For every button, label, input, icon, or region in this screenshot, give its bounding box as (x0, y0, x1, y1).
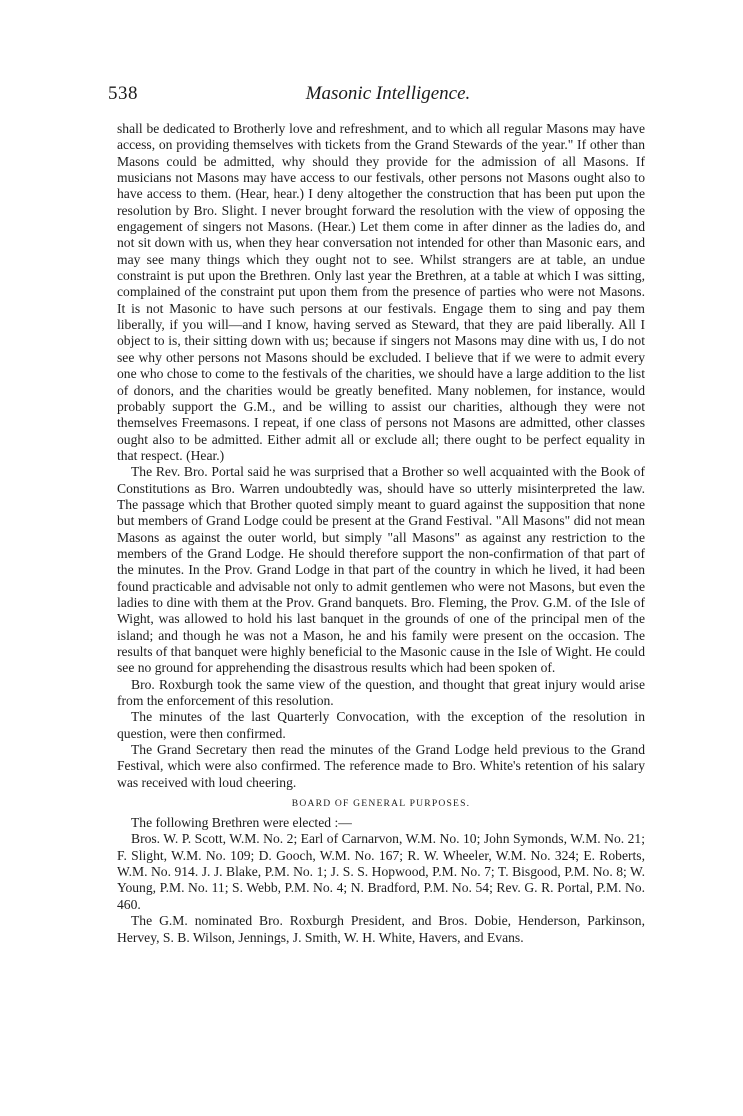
paragraph: Bro. Roxburgh took the same view of the question, and thought that great injury would arise from the enforcement of this resolution. (117, 676, 645, 709)
paragraph: The G.M. nominated Bro. Roxburgh President, and Bros. Dobie, Henderson, Parkinson, Hervey, S. B. Wilson, Jennings, J. Smith, W. H. White, Havers, and Evans. (117, 913, 645, 945)
paragraph: The following Brethren were elected :— (131, 815, 352, 831)
paragraph: The Rev. Bro. Portal said he was surprised that a Brother so well acquainted with the Book of Constitutions as Bro. Warren undoubtedly was, should have so utterly misinterpreted the law. The passage which that Brother quoted simply meant to guard against the supposition that none but members of Grand Lodge could be present at the Grand Festival. "All Masons" did not mean Masons as against the outer world, but simply "all Masons" as against any restriction to the members of the Grand Lodge. He should therefore support the non-confirmation of that part of the minutes. In the Prov. Grand Lodge in that part of the country in which he lived, it had been found practicable and advisable not only to admit gentlemen who were not Masons, but even the ladies to dine with them at the Prov. Grand banquets. Bro. Fleming, the Prov. G.M. of the Isle of Wight, was allowed to hold his last banquet in the grounds of one of the principal men of the island; and though he was not a Mason, he and his family were present on the occasion. The results of that banquet were highly beneficial to the Masonic cause in the Isle of Wight. He could see no ground for apprehending the disastrous results which had been spoken of. (117, 464, 645, 676)
paragraph: Bros. W. P. Scott, W.M. No. 2; Earl of Carnarvon, W.M. No. 10; John Symonds, W.M. No. 21; F. Slight, W.M. No. 109; D. Gooch, W.M. No. 167; R. W. Wheeler, W.M. No. 324; E. Roberts, W.M. No. 914. J. J. Blake, P.M. No. 1; J. S. S. Hopwood, P.M. No. 7; T. Bisgood, P.M. No. 8; W. Young, P.M. No. 11; S. Webb, P.M. No. 4; N. Bradford, P.M. No. 54; Rev. G. R. Portal, P.M. No. 460. (117, 831, 645, 912)
page-number: 538 (108, 83, 138, 104)
paragraph: The minutes of the last Quarterly Convocation, with the exception of the resolution in question, were then confirmed. (117, 709, 645, 741)
paragraph: shall be dedicated to Brotherly love and refreshment, and to which all regular Masons may have access, on providing themselves with tickets from the Grand Stewards of the year." If other than Masons could be admitted, why should they provide for the admission of all Masons. If musicians not Masons may have access to our festivals, other persons not Masons ought also to have access to them. (Hear, hear.) I deny altogether the construction that has been put upon the resolution by Bro. Slight. I never brought forward the resolution with the view of opposing the engagement of singers not Masons. (Hear.) Let them come in after dinner as the ladies do, and not sit down with us, when they hear conversation not intended for other than Masonic ears, and may see many things which they ought not to see. Whilst strangers are at table, an undue constraint is put upon the Brethren. Only last year the Brethren, at a table at which I was sitting, complained of the constraint put upon them from the presence of parties who were not Masons. It is not Masonic to have such persons at our festivals. Engage them to sing and pay them liberally, if you will—and I know, having served as Steward, that they are paid liberally. All I object to is, their sitting down with us; because if singers not Masons may dine with us, I do not see why other persons not Masons should be excluded. I believe that if we were to admit every one who chose to come to the festivals of the charities, we should have a large addition to the list of donors, and the charities would be greatly benefited. Many noblemen, for instance, would probably support the G.M., and be willing to assist our charities, although they were not themselves Freemasons. I repeat, if one class of persons not Masons are admitted, other classes ought also to be admitted. Either admit all or exclude all; there ought to be perfect equality in that respect. (Hear.) (117, 121, 645, 463)
paragraph: The Grand Secretary then read the minutes of the Grand Lodge held previous to the Grand Festival, which were also confirmed. The reference made to Bro. White's retention of his salary was received with loud cheering. (117, 742, 645, 790)
article-body (117, 121, 645, 946)
page-header (108, 83, 648, 107)
section-heading: BOARD OF GENERAL PURPOSES. (291, 798, 471, 810)
running-head: Masonic Intelligence. (305, 83, 471, 104)
